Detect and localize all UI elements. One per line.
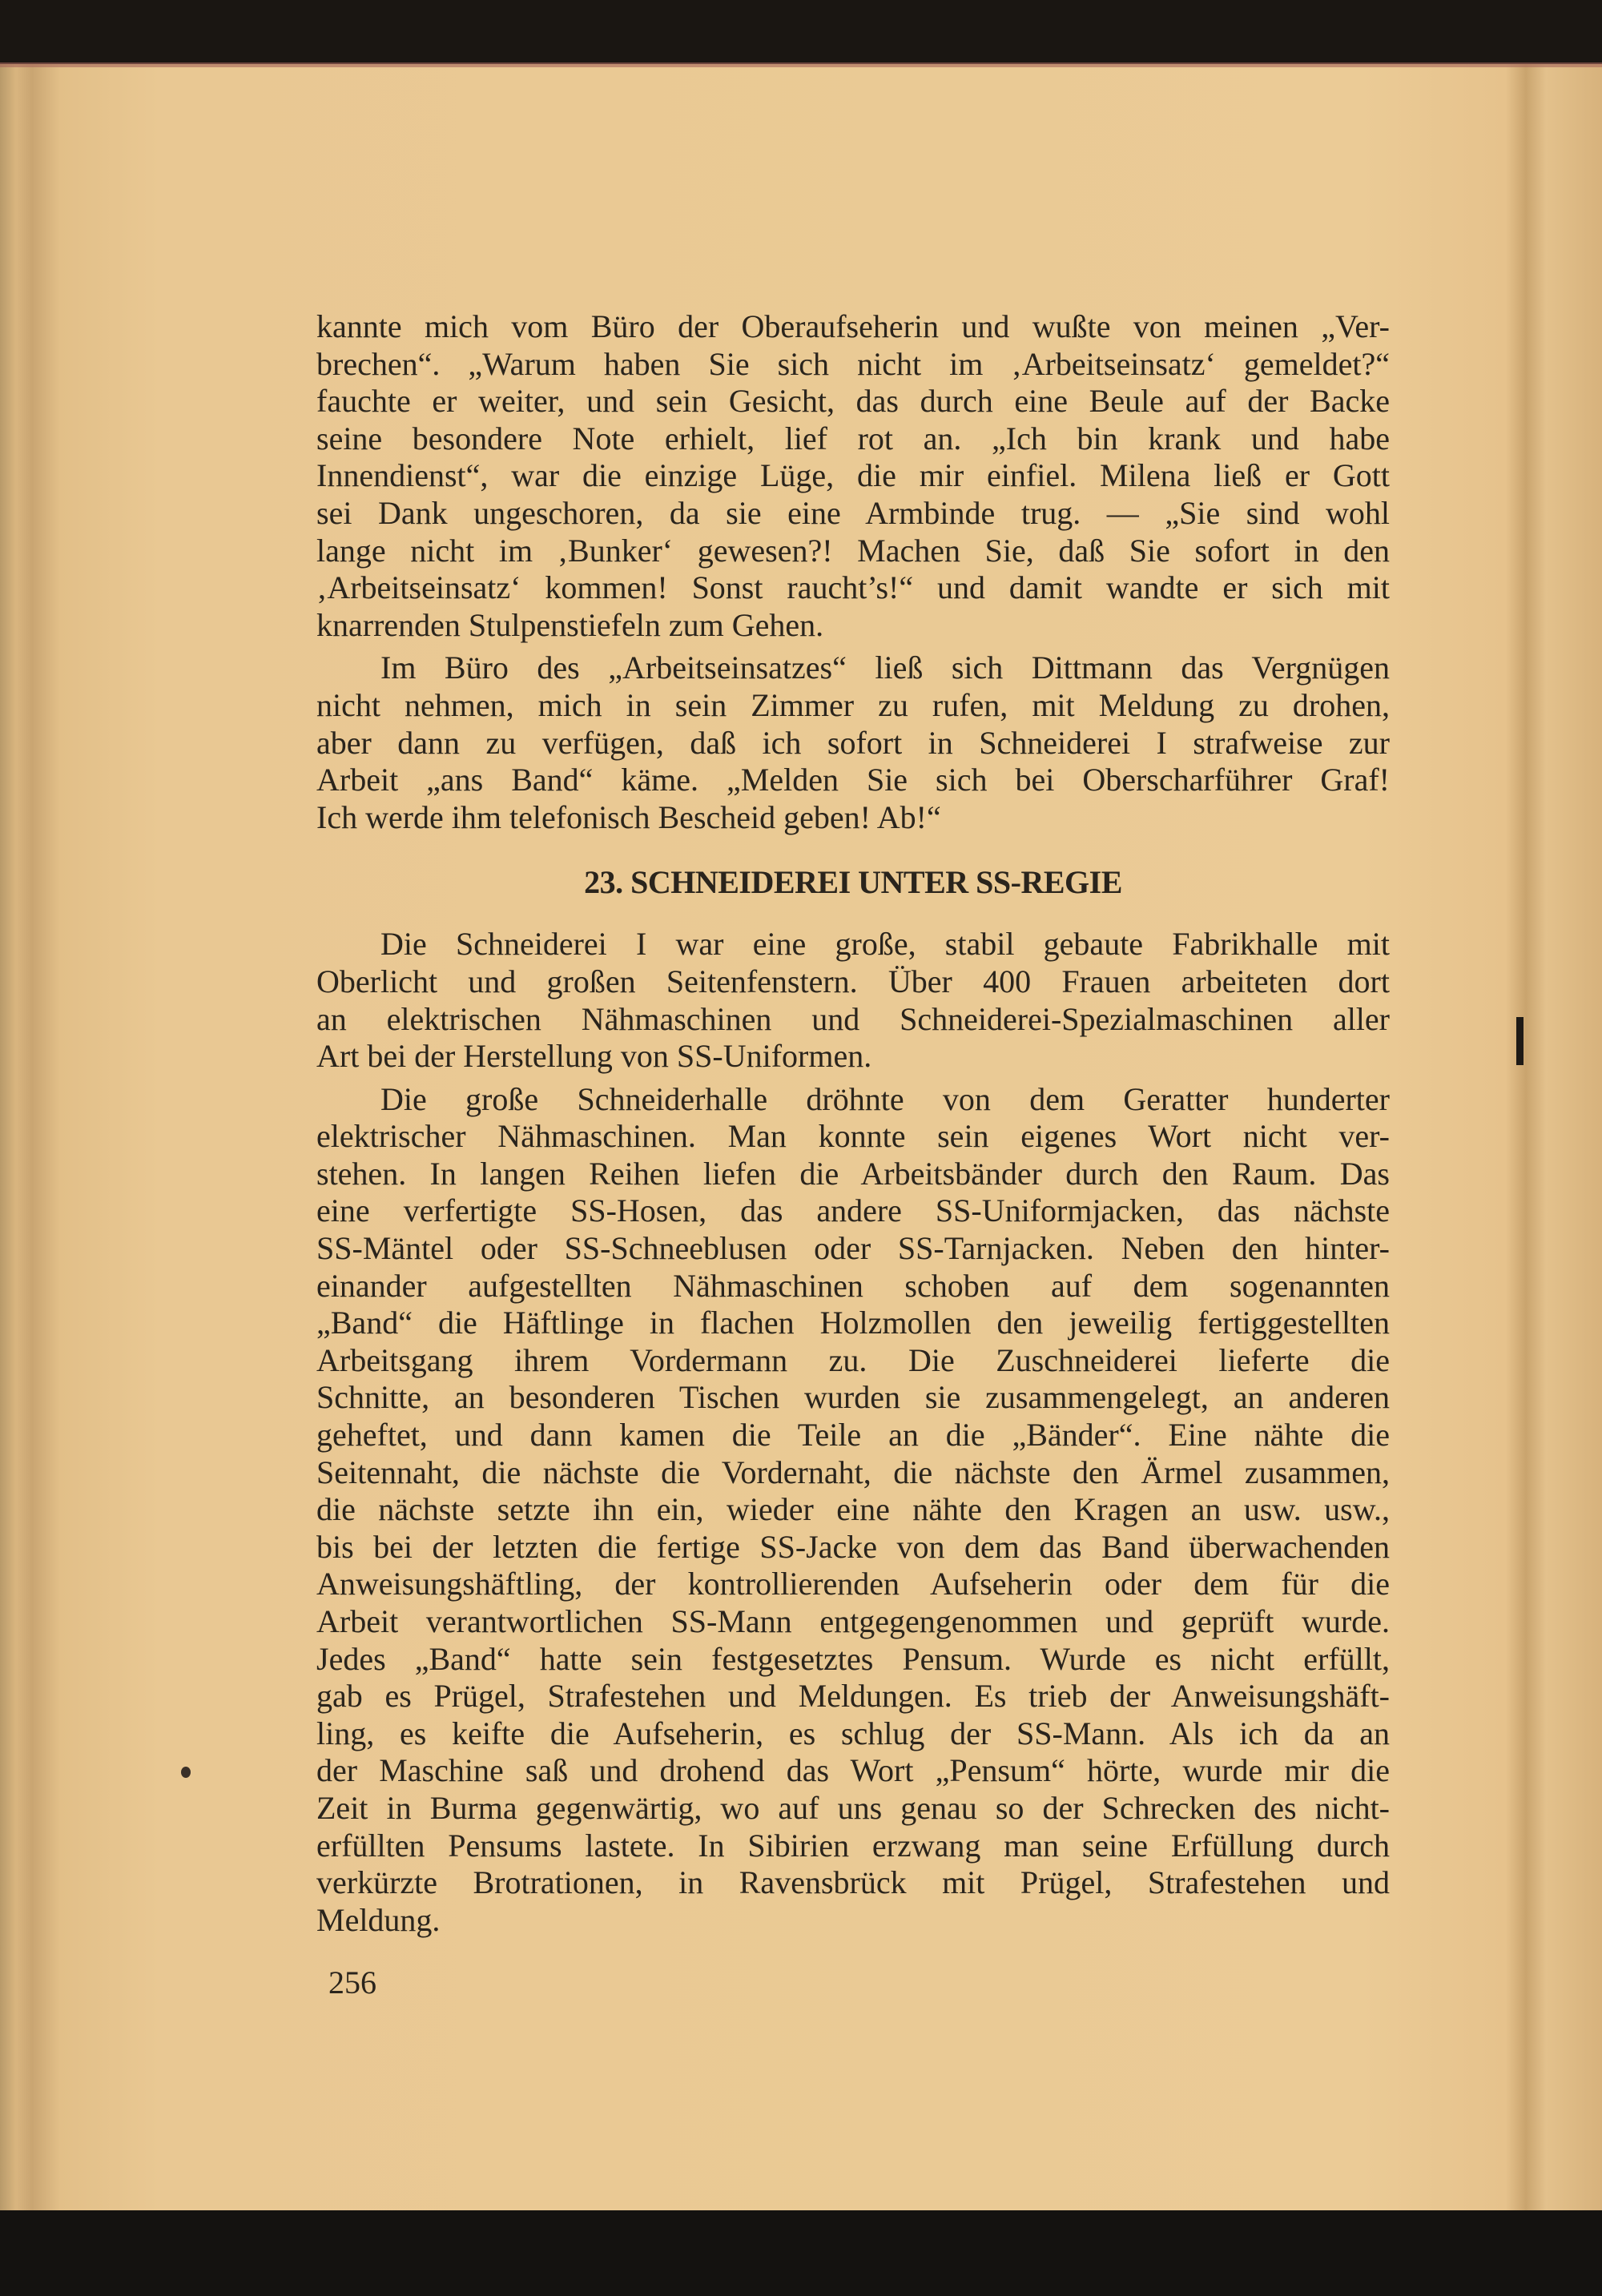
chapter-heading: 23. SCHNEIDEREI UNTER SS-REGIE <box>584 864 1122 901</box>
paragraph <box>316 649 1390 836</box>
text-line: kannte mich vom Büro der Oberaufseherin und wußte von meinen „Ver- <box>316 308 1390 344</box>
text-line: eine verfertigte SS-Hosen, das andere SS-Uniformjacken, das nächste <box>316 1192 1390 1229</box>
text-line: gab es Prügel, Strafestehen und Meldungen. Es trieb der Anweisungshäft- <box>316 1678 1390 1715</box>
text-line: sei Dank ungeschoren, da sie eine Armbinde trug. — „Sie sind wohl <box>316 494 1390 531</box>
page-number: 256 <box>328 1964 376 2000</box>
text-line: erfüllten Pensums lastete. In Sibirien erzwang man seine Erfüllung durch <box>316 1827 1390 1864</box>
text-line: Im Büro des „Arbeitseinsatzes“ ließ sich Dittmann das Vergnügen <box>380 649 1390 686</box>
page-top-edge <box>0 62 1602 67</box>
text-line: SS-Mäntel oder SS-Schneeblusen oder SS-Tarnjacken. Neben den hinter- <box>316 1230 1390 1267</box>
text-line: Meldung. <box>316 1901 441 1938</box>
text-line: der Maschine saß und drohend das Wort „Pensum“ hörte, wurde mir die <box>316 1752 1390 1789</box>
text-line: ‚Arbeitseinsatz‘ kommen! Sonst raucht’s!“ und damit wandte er sich mit <box>316 569 1390 606</box>
text-line: geheftet, und dann kamen die Teile an die „Bänder“. Eine nähte die <box>316 1417 1390 1454</box>
margin-mark <box>1516 1017 1524 1065</box>
chapter-text <box>316 926 1390 1939</box>
text-line: nicht nehmen, mich in sein Zimmer zu rufen, mit Meldung zu drohen, <box>316 686 1390 723</box>
scan-background <box>0 2210 1602 2296</box>
text-line: knarrenden Stulpenstiefeln zum Gehen. <box>316 606 824 643</box>
text-before-chapter <box>316 308 1390 836</box>
text-line: Art bei der Herstellung von SS-Uniformen. <box>316 1038 872 1075</box>
text-line: Oberlicht und großen Seitenfenstern. Über 400 Frauen arbeiteten dort <box>316 963 1390 999</box>
text-line: Ich werde ihm telefonisch Bescheid geben! Ab!“ <box>316 798 941 835</box>
text-line: „Band“ die Häftlinge in flachen Holzmollen den jeweilig fertiggestellten <box>316 1305 1390 1341</box>
text-line: stehen. In langen Reihen liefen die Arbeitsbänder durch den Raum. Das <box>316 1155 1390 1192</box>
paragraph <box>316 926 1390 1075</box>
text-line: verkürzte Brotrationen, in Ravensbrück mit Prügel, Strafestehen und <box>316 1864 1390 1901</box>
body-text <box>316 308 1390 1944</box>
text-line: einander aufgestellten Nähmaschinen schoben auf dem sogenannten <box>316 1267 1390 1304</box>
text-line: die nächste setzte ihn ein, wieder eine nähte den Kragen an usw. usw., <box>316 1491 1390 1528</box>
text-line: ling, es keifte die Aufseherin, es schlug der SS-Mann. Als ich da an <box>316 1715 1390 1751</box>
paragraph <box>316 308 1390 644</box>
text-line: Innendienst“, war die einzige Lüge, die mir einfiel. Milena ließ er Gott <box>316 457 1390 494</box>
text-line: brechen“. „Warum haben Sie sich nicht im ‚Arbeitseinsatz‘ gemeldet?“ <box>316 345 1390 382</box>
text-line: Arbeit „ans Band“ käme. „Melden Sie sich bei Oberscharführer Graf! <box>316 762 1390 798</box>
text-line: Jedes „Band“ hatte sein festgesetztes Pensum. Wurde es nicht erfüllt, <box>316 1640 1390 1677</box>
text-line: Zeit in Burma gegenwärtig, wo auf uns genau so der Schrecken des nicht- <box>316 1789 1390 1826</box>
text-line: elektrischer Nähmaschinen. Man konnte sein eigenes Wort nicht ver- <box>316 1118 1390 1155</box>
text-line: fauchte er weiter, und sein Gesicht, das durch eine Beule auf der Backe <box>316 383 1390 420</box>
text-line: Schnitte, an besonderen Tischen wurden sie zusammengelegt, an anderen <box>316 1379 1390 1416</box>
text-line: Seitennaht, die nächste die Vordernaht, die nächste den Ärmel zusammen, <box>316 1454 1390 1490</box>
text-line: aber dann zu verfügen, daß ich sofort in Schneiderei I strafweise zur <box>316 724 1390 761</box>
text-line: Die große Schneiderhalle dröhnte von dem Geratter hunderter <box>380 1080 1390 1117</box>
margin-dot <box>181 1767 191 1778</box>
text-line: lange nicht im ‚Bunker‘ gewesen?! Machen Sie, daß Sie sofort in den <box>316 532 1390 569</box>
text-line: bis bei der letzten die fertige SS-Jacke von dem das Band überwachenden <box>316 1528 1390 1565</box>
text-line: Die Schneiderei I war eine große, stabil gebaute Fabrikhalle mit <box>380 926 1390 963</box>
paragraph <box>316 1081 1390 1940</box>
text-line: Arbeitsgang ihrem Vordermann zu. Die Zuschneiderei lieferte die <box>316 1341 1390 1378</box>
text-line: an elektrischen Nähmaschinen und Schneiderei-Spezialmaschinen aller <box>316 1000 1390 1037</box>
text-line: Arbeit verantwortlichen SS-Mann entgegengenommen und geprüft wurde. <box>316 1603 1390 1639</box>
text-line: seine besondere Note erhielt, lief rot an. „Ich bin krank und habe <box>316 420 1390 456</box>
text-line: Anweisungshäftling, der kontrollierenden Aufseherin oder dem für die <box>316 1566 1390 1602</box>
